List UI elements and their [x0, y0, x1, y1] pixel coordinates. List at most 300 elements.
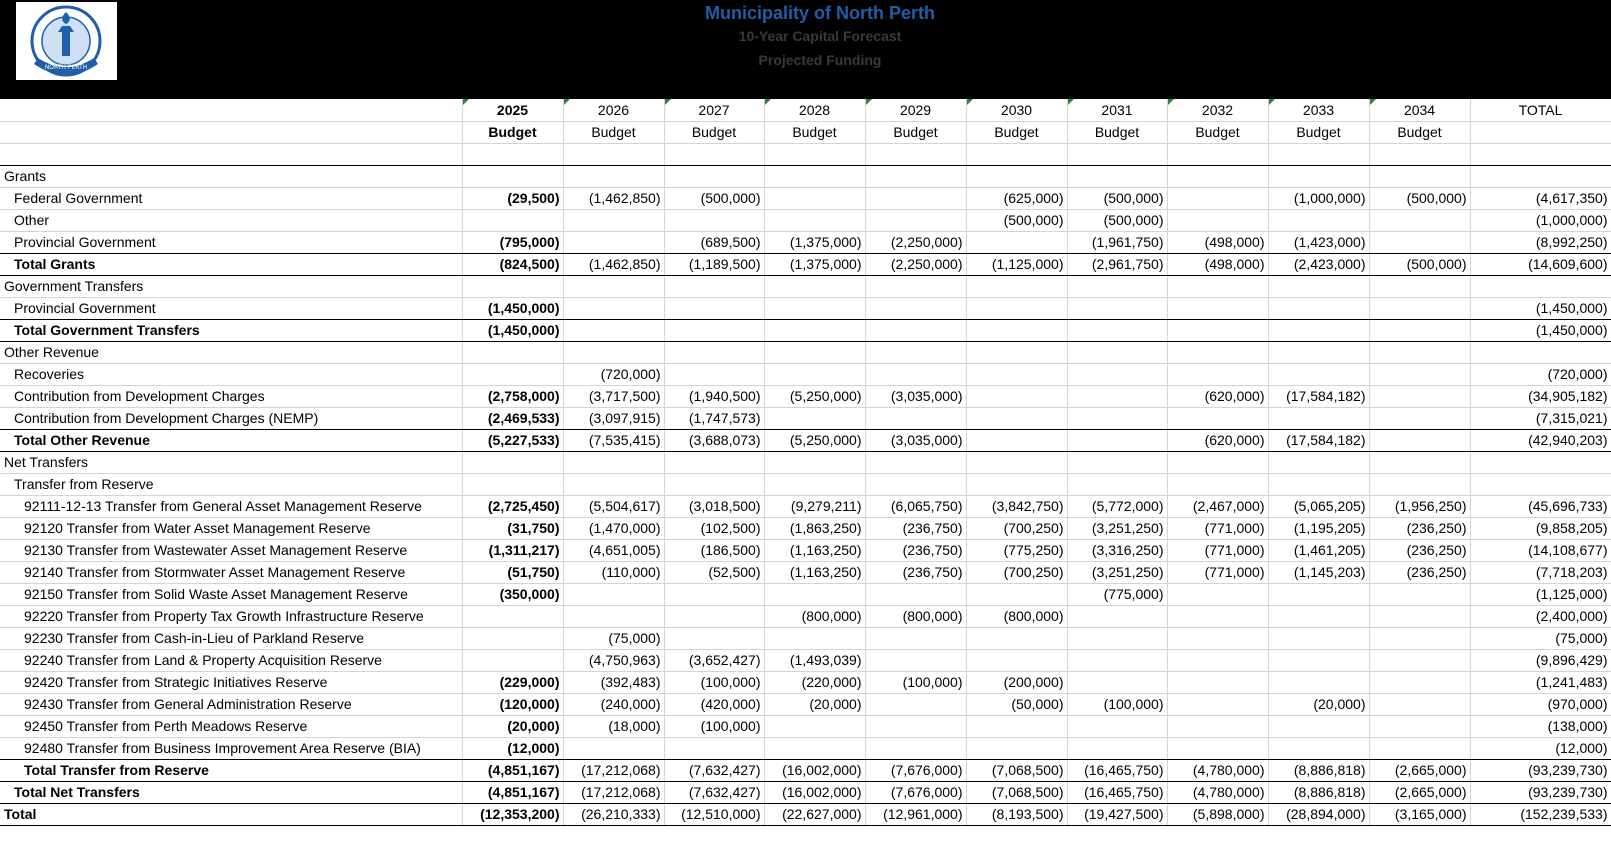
value-cell: [462, 627, 563, 649]
value-cell: [966, 407, 1067, 429]
value-cell: (5,250,000): [764, 429, 865, 451]
value-cell: (1,145,203): [1268, 561, 1369, 583]
value-cell: (14,609,600): [1470, 253, 1611, 275]
value-cell: (7,632,427): [664, 781, 764, 803]
value-cell: (1,747,573): [664, 407, 764, 429]
value-cell: (100,000): [664, 671, 764, 693]
value-cell: [1167, 627, 1268, 649]
report-header: [0, 0, 1611, 99]
value-cell: (3,165,000): [1369, 803, 1470, 825]
value-cell: (1,125,000): [966, 253, 1067, 275]
value-cell: (1,956,250): [1369, 495, 1470, 517]
value-cell: (236,750): [865, 517, 966, 539]
value-cell: (720,000): [563, 363, 664, 385]
row-label: 92480 Transfer from Business Improvement Area Reserve (BIA): [0, 737, 462, 759]
value-cell: [764, 341, 865, 363]
year-header: 2030: [966, 99, 1067, 121]
value-cell: [1369, 297, 1470, 319]
budget-subheader: Budget: [1067, 121, 1167, 143]
value-cell: [1067, 319, 1167, 341]
value-cell: (1,000,000): [1470, 209, 1611, 231]
row-label: 92120 Transfer from Water Asset Management Reserve: [0, 517, 462, 539]
value-cell: [1470, 451, 1611, 473]
value-cell: [1067, 715, 1167, 737]
value-cell: [764, 319, 865, 341]
row-label: Total Other Revenue: [0, 429, 462, 451]
value-cell: [1268, 363, 1369, 385]
value-cell: [1268, 583, 1369, 605]
report-titles: [560, 2, 1080, 74]
value-cell: [764, 627, 865, 649]
value-cell: [563, 341, 664, 363]
value-cell: (93,239,730): [1470, 781, 1611, 803]
value-cell: [664, 605, 764, 627]
value-cell: [1369, 583, 1470, 605]
value-cell: (8,992,250): [1470, 231, 1611, 253]
value-cell: (31,750): [462, 517, 563, 539]
value-cell: (2,725,450): [462, 495, 563, 517]
value-cell: [764, 297, 865, 319]
value-cell: (689,500): [664, 231, 764, 253]
spacer-cell: [1067, 143, 1167, 165]
value-cell: [865, 737, 966, 759]
value-cell: (775,000): [1067, 583, 1167, 605]
value-cell: [1369, 363, 1470, 385]
value-cell: [1369, 605, 1470, 627]
value-cell: (4,851,167): [462, 781, 563, 803]
row-label: 92430 Transfer from General Administration Reserve: [0, 693, 462, 715]
section-row: [0, 165, 1611, 187]
value-cell: [462, 649, 563, 671]
year-header: 2034: [1369, 99, 1470, 121]
value-cell: (100,000): [865, 671, 966, 693]
value-cell: (1,461,205): [1268, 539, 1369, 561]
table-row: [0, 649, 1611, 671]
value-cell: [563, 209, 664, 231]
value-cell: (1,450,000): [1470, 319, 1611, 341]
value-cell: (14,108,677): [1470, 539, 1611, 561]
value-cell: [1167, 649, 1268, 671]
budget-subheader: Budget: [1167, 121, 1268, 143]
table-row: [0, 627, 1611, 649]
budget-subheader: Budget: [1268, 121, 1369, 143]
value-cell: [1268, 451, 1369, 473]
value-cell: [764, 473, 865, 495]
value-cell: (2,423,000): [1268, 253, 1369, 275]
year-header: 2028: [764, 99, 865, 121]
value-cell: [865, 209, 966, 231]
value-cell: [563, 605, 664, 627]
budget-subheader: Budget: [1369, 121, 1470, 143]
value-cell: [966, 297, 1067, 319]
table-row: [0, 231, 1611, 253]
row-label: 92130 Transfer from Wastewater Asset Management Reserve: [0, 539, 462, 561]
value-cell: (3,688,073): [664, 429, 764, 451]
value-cell: (236,750): [865, 539, 966, 561]
value-cell: (18,000): [563, 715, 664, 737]
value-cell: [1369, 715, 1470, 737]
value-cell: [764, 187, 865, 209]
value-cell: (5,772,000): [1067, 495, 1167, 517]
value-cell: (800,000): [966, 605, 1067, 627]
value-cell: [462, 451, 563, 473]
value-cell: [865, 187, 966, 209]
value-cell: (3,018,500): [664, 495, 764, 517]
value-cell: [664, 627, 764, 649]
value-cell: (17,584,182): [1268, 385, 1369, 407]
value-cell: [563, 583, 664, 605]
value-cell: [1067, 605, 1167, 627]
value-cell: [1167, 407, 1268, 429]
value-cell: [1268, 165, 1369, 187]
value-cell: [664, 275, 764, 297]
value-cell: (20,000): [1268, 693, 1369, 715]
value-cell: [865, 715, 966, 737]
value-cell: (17,584,182): [1268, 429, 1369, 451]
value-cell: [664, 319, 764, 341]
value-cell: [1167, 451, 1268, 473]
value-cell: (1,863,250): [764, 517, 865, 539]
value-cell: [664, 165, 764, 187]
funding-table: [0, 99, 1611, 826]
value-cell: (1,450,000): [462, 319, 563, 341]
value-cell: [664, 341, 764, 363]
value-cell: [1369, 473, 1470, 495]
row-label: 92140 Transfer from Stormwater Asset Management Reserve: [0, 561, 462, 583]
value-cell: [462, 473, 563, 495]
value-cell: [865, 363, 966, 385]
value-cell: [1067, 671, 1167, 693]
value-cell: [865, 275, 966, 297]
value-cell: (775,250): [966, 539, 1067, 561]
value-cell: (771,000): [1167, 561, 1268, 583]
value-cell: (12,000): [1470, 737, 1611, 759]
spacer-cell: [664, 143, 764, 165]
value-cell: [764, 715, 865, 737]
value-cell: [1067, 627, 1167, 649]
row-label: Total Government Transfers: [0, 319, 462, 341]
value-cell: (12,000): [462, 737, 563, 759]
value-cell: [1268, 297, 1369, 319]
value-cell: (3,097,915): [563, 407, 664, 429]
table-row: [0, 737, 1611, 759]
value-cell: [865, 297, 966, 319]
value-cell: (8,193,500): [966, 803, 1067, 825]
value-cell: [966, 649, 1067, 671]
value-cell: [966, 319, 1067, 341]
value-cell: (3,316,250): [1067, 539, 1167, 561]
value-cell: (824,500): [462, 253, 563, 275]
year-header: 2025: [462, 99, 563, 121]
value-cell: (700,250): [966, 561, 1067, 583]
value-cell: [1369, 649, 1470, 671]
row-label: Recoveries: [0, 363, 462, 385]
table-row: [0, 693, 1611, 715]
value-cell: (100,000): [664, 715, 764, 737]
value-cell: (625,000): [966, 187, 1067, 209]
value-cell: [764, 407, 865, 429]
value-cell: (1,961,750): [1067, 231, 1167, 253]
row-label: 92111-12-13 Transfer from General Asset Management Reserve: [0, 495, 462, 517]
value-cell: (28,894,000): [1268, 803, 1369, 825]
value-cell: [966, 627, 1067, 649]
value-cell: (20,000): [462, 715, 563, 737]
spacer-cell: [1470, 143, 1611, 165]
value-cell: (26,210,333): [563, 803, 664, 825]
table-row: [0, 363, 1611, 385]
value-cell: [1268, 627, 1369, 649]
table-row: [0, 209, 1611, 231]
budget-subheader: Budget: [764, 121, 865, 143]
value-cell: [966, 473, 1067, 495]
value-cell: [462, 165, 563, 187]
value-cell: [1067, 429, 1167, 451]
value-cell: (4,780,000): [1167, 781, 1268, 803]
value-cell: [563, 737, 664, 759]
value-cell: (500,000): [664, 187, 764, 209]
table-row: [0, 407, 1611, 429]
value-cell: [563, 297, 664, 319]
value-cell: [966, 451, 1067, 473]
value-cell: (2,467,000): [1167, 495, 1268, 517]
value-cell: [1369, 407, 1470, 429]
value-cell: (620,000): [1167, 429, 1268, 451]
value-cell: [1067, 473, 1167, 495]
value-cell: [1167, 671, 1268, 693]
header-blank: [0, 99, 462, 121]
municipality-logo: [16, 2, 117, 80]
value-cell: [664, 363, 764, 385]
value-cell: (1,375,000): [764, 231, 865, 253]
value-cell: [1167, 737, 1268, 759]
value-cell: [1369, 231, 1470, 253]
value-cell: [563, 319, 664, 341]
value-cell: (5,898,000): [1167, 803, 1268, 825]
value-cell: (50,000): [966, 693, 1067, 715]
value-cell: (800,000): [865, 605, 966, 627]
budget-subheader: [1470, 121, 1611, 143]
value-cell: (120,000): [462, 693, 563, 715]
value-cell: [966, 231, 1067, 253]
value-cell: (4,750,963): [563, 649, 664, 671]
svg-text:NORTH PERTH: NORTH PERTH: [44, 64, 88, 71]
value-cell: (2,758,000): [462, 385, 563, 407]
value-cell: [1268, 209, 1369, 231]
value-cell: [664, 737, 764, 759]
value-cell: [563, 231, 664, 253]
value-cell: (5,065,205): [1268, 495, 1369, 517]
value-cell: (1,375,000): [764, 253, 865, 275]
value-cell: (2,469,533): [462, 407, 563, 429]
row-label: Total: [0, 803, 462, 825]
value-cell: (9,858,205): [1470, 517, 1611, 539]
value-cell: (3,652,427): [664, 649, 764, 671]
value-cell: (20,000): [764, 693, 865, 715]
value-cell: (4,780,000): [1167, 759, 1268, 781]
year-header: 2031: [1067, 99, 1167, 121]
row-label: Contribution from Development Charges (NEMP): [0, 407, 462, 429]
value-cell: (4,851,167): [462, 759, 563, 781]
row-label: 92230 Transfer from Cash-in-Lieu of Parkland Reserve: [0, 627, 462, 649]
value-cell: [865, 649, 966, 671]
value-cell: [966, 275, 1067, 297]
value-cell: (500,000): [1369, 253, 1470, 275]
value-cell: (1,000,000): [1268, 187, 1369, 209]
spacer-cell: [865, 143, 966, 165]
value-cell: [764, 583, 865, 605]
spacer-cell: [1369, 143, 1470, 165]
value-cell: (700,250): [966, 517, 1067, 539]
year-header: 2033: [1268, 99, 1369, 121]
table-row: [0, 583, 1611, 605]
table-row: [0, 605, 1611, 627]
value-cell: (1,450,000): [1470, 297, 1611, 319]
value-cell: (3,251,250): [1067, 517, 1167, 539]
section-row: [0, 451, 1611, 473]
value-cell: [1067, 737, 1167, 759]
budget-subheader: Budget: [462, 121, 563, 143]
total-row: [0, 253, 1611, 275]
value-cell: [664, 451, 764, 473]
value-cell: (236,250): [1369, 539, 1470, 561]
value-cell: (100,000): [1067, 693, 1167, 715]
year-header: TOTAL: [1470, 99, 1611, 121]
value-cell: (7,632,427): [664, 759, 764, 781]
value-cell: [1268, 319, 1369, 341]
year-header: 2026: [563, 99, 664, 121]
value-cell: (771,000): [1167, 539, 1268, 561]
value-cell: [865, 583, 966, 605]
value-cell: (1,940,500): [664, 385, 764, 407]
value-cell: (3,035,000): [865, 385, 966, 407]
value-cell: [1167, 583, 1268, 605]
value-cell: (7,676,000): [865, 781, 966, 803]
row-label: Total Transfer from Reserve: [0, 759, 462, 781]
value-cell: [664, 209, 764, 231]
value-cell: (229,000): [462, 671, 563, 693]
value-cell: (6,065,750): [865, 495, 966, 517]
header-blank: [0, 121, 462, 143]
table-row: [0, 495, 1611, 517]
table-row: [0, 517, 1611, 539]
value-cell: [1167, 605, 1268, 627]
value-cell: (7,068,500): [966, 781, 1067, 803]
spacer-cell: [462, 143, 563, 165]
value-cell: (75,000): [1470, 627, 1611, 649]
value-cell: (500,000): [966, 209, 1067, 231]
value-cell: [1167, 297, 1268, 319]
value-cell: [966, 583, 1067, 605]
value-cell: [865, 319, 966, 341]
value-cell: [1167, 165, 1268, 187]
value-cell: [764, 451, 865, 473]
value-cell: (3,717,500): [563, 385, 664, 407]
value-cell: [865, 341, 966, 363]
value-cell: (1,195,205): [1268, 517, 1369, 539]
year-header: 2032: [1167, 99, 1268, 121]
value-cell: (795,000): [462, 231, 563, 253]
total-row: [0, 781, 1611, 803]
value-cell: [1369, 385, 1470, 407]
value-cell: [1470, 473, 1611, 495]
spacer-cell: [563, 143, 664, 165]
value-cell: (51,750): [462, 561, 563, 583]
value-cell: [1167, 209, 1268, 231]
value-cell: (5,504,617): [563, 495, 664, 517]
value-cell: (1,125,000): [1470, 583, 1611, 605]
value-cell: [1167, 693, 1268, 715]
value-cell: [966, 363, 1067, 385]
value-cell: (500,000): [1369, 187, 1470, 209]
value-cell: [563, 275, 664, 297]
value-cell: (1,163,250): [764, 539, 865, 561]
value-cell: (5,250,000): [764, 385, 865, 407]
row-label: Transfer from Reserve: [0, 473, 462, 495]
table-row: [0, 187, 1611, 209]
value-cell: (1,189,500): [664, 253, 764, 275]
value-cell: [1369, 341, 1470, 363]
value-cell: (350,000): [462, 583, 563, 605]
value-cell: [966, 341, 1067, 363]
value-cell: (420,000): [664, 693, 764, 715]
value-cell: (7,068,500): [966, 759, 1067, 781]
value-cell: (7,718,203): [1470, 561, 1611, 583]
budget-subheader: Budget: [966, 121, 1067, 143]
value-cell: [1167, 319, 1268, 341]
value-cell: [865, 693, 966, 715]
value-cell: [1067, 165, 1167, 187]
value-cell: (8,886,818): [1268, 759, 1369, 781]
value-cell: [563, 451, 664, 473]
value-cell: [1268, 649, 1369, 671]
value-cell: [1067, 649, 1167, 671]
value-cell: [865, 627, 966, 649]
value-cell: [1369, 737, 1470, 759]
value-cell: (7,676,000): [865, 759, 966, 781]
value-cell: [462, 341, 563, 363]
value-cell: [966, 715, 1067, 737]
value-cell: (12,961,000): [865, 803, 966, 825]
value-cell: [1268, 715, 1369, 737]
value-cell: (102,500): [664, 517, 764, 539]
row-label: Provincial Government: [0, 231, 462, 253]
value-cell: [563, 473, 664, 495]
subhead-row: [0, 121, 1611, 143]
value-cell: [764, 165, 865, 187]
spacer-row: [0, 143, 1611, 165]
value-cell: [1470, 341, 1611, 363]
value-cell: [1067, 451, 1167, 473]
value-cell: [764, 737, 865, 759]
value-cell: (4,651,005): [563, 539, 664, 561]
value-cell: [764, 275, 865, 297]
value-cell: (236,250): [1369, 517, 1470, 539]
value-cell: (7,315,021): [1470, 407, 1611, 429]
value-cell: (75,000): [563, 627, 664, 649]
value-cell: [664, 583, 764, 605]
report-title: Municipality of North Perth: [704, 3, 935, 23]
row-label: Grants: [0, 165, 462, 187]
value-cell: [664, 297, 764, 319]
value-cell: (236,250): [1369, 561, 1470, 583]
value-cell: (12,353,200): [462, 803, 563, 825]
value-cell: [865, 473, 966, 495]
table-row: [0, 297, 1611, 319]
row-label: Government Transfers: [0, 275, 462, 297]
value-cell: [1167, 473, 1268, 495]
value-cell: (498,000): [1167, 231, 1268, 253]
value-cell: [865, 165, 966, 187]
